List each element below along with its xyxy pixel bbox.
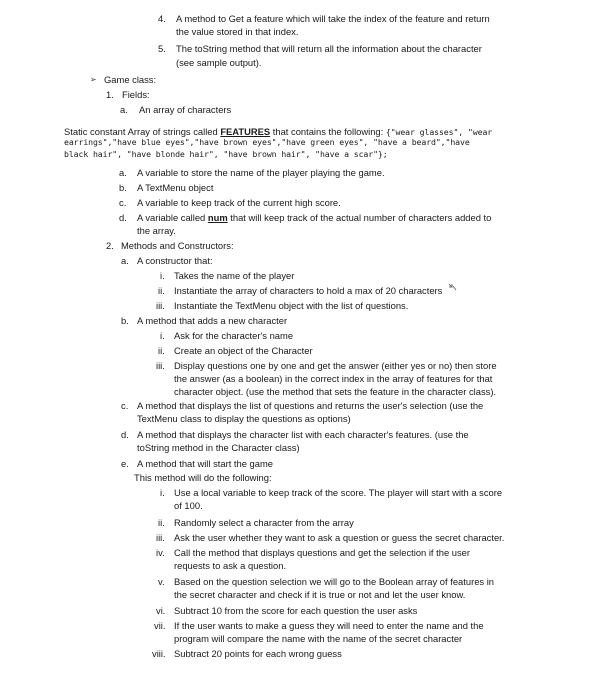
sub-text: of 100. xyxy=(174,500,203,511)
method-marker: a. xyxy=(121,255,129,266)
method-marker: e. xyxy=(121,458,129,469)
sub-text: Ask for the character's name xyxy=(174,330,294,341)
sub-text: Instantiate the array of characters to hold a max of 20 characters xyxy=(174,285,443,296)
item-text-line: A method to Get a feature which will take the index of the feature and return xyxy=(176,13,490,24)
method-title: A constructor that: xyxy=(137,255,213,266)
sub-marker: iv. xyxy=(156,547,165,558)
sub-text: Takes the name of the player xyxy=(174,270,295,281)
features-keyword: FEATURES xyxy=(220,126,271,137)
fields-marker: 1. xyxy=(106,89,114,100)
sub-marker: ii. xyxy=(158,345,165,356)
fields-label: Fields: xyxy=(122,89,150,100)
sub-text: requests to ask a question. xyxy=(174,560,287,571)
field-text-pre: A variable called xyxy=(137,212,208,223)
method-text: A method that displays the list of questions and returns the user's selection (use the xyxy=(137,400,484,411)
code-line-3: black hair", "have blonde hair", "have brown hair", "have a scar"}; xyxy=(64,149,388,159)
static-middle: that contains the following: xyxy=(270,126,386,137)
method-marker: b. xyxy=(121,315,129,326)
sub-marker: i. xyxy=(160,270,165,281)
sub-text: Subtract 20 points for each wrong guess xyxy=(174,648,342,659)
sub-marker: ii. xyxy=(158,285,165,296)
sub-text: Ask the user whether they want to ask a question or guess the secret character. xyxy=(174,532,505,543)
item-text-line: The toString method that will return all the information about the character xyxy=(176,43,482,54)
item-text-line: (see sample output). xyxy=(176,57,262,68)
field-marker: b. xyxy=(119,182,127,193)
method-title: A method that will start the game xyxy=(137,458,274,469)
sub-text: Subtract 10 from the score for each question the user asks xyxy=(174,605,418,616)
sub-marker: vi. xyxy=(156,605,166,616)
code-text: {"wear glasses", "wear xyxy=(385,127,493,137)
field-marker: a. xyxy=(119,167,127,178)
method-text: TextMenu class to display the questions as options) xyxy=(137,413,351,424)
sub-marker: iii. xyxy=(156,300,165,311)
sub-text: Use a local variable to keep track of the score. The player will start with a score xyxy=(174,487,503,498)
method-title: A method that adds a new character xyxy=(137,315,288,326)
method-text: toString method in the Character class) xyxy=(137,442,300,453)
sub-text: character object. (use the method that sets the feature in the character class). xyxy=(174,386,497,397)
field-text xyxy=(137,212,491,223)
method-marker: c. xyxy=(121,400,129,411)
method-intro: This method will do the following: xyxy=(134,472,272,483)
sub-text: Instantiate the TextMenu object with the list of questions. xyxy=(174,300,409,311)
item-marker: 4. xyxy=(158,13,166,24)
sub-text: If the user wants to make a guess they will need to enter the name and the xyxy=(174,620,484,631)
field-text: A TextMenu object xyxy=(137,182,214,193)
array-text: An array of characters xyxy=(139,104,232,115)
methods-marker: 2. xyxy=(106,240,114,251)
mouse-cursor-icon xyxy=(448,283,457,291)
methods-title: Methods and Constructors: xyxy=(121,240,234,251)
field-text: the array. xyxy=(137,225,176,236)
static-prefix: Static constant Array of strings called xyxy=(64,126,221,137)
sub-text: Display questions one by one and get the answer (either yes or no) then store xyxy=(174,360,497,371)
method-marker: d. xyxy=(121,429,129,440)
num-keyword: num xyxy=(207,212,228,223)
sub-text: Call the method that displays questions and get the selection if the user xyxy=(174,547,471,558)
sub-text: program will compare the name with the name of the secret character xyxy=(174,633,463,644)
sub-marker: ii. xyxy=(158,517,165,528)
sub-text: Create an object of the Character xyxy=(174,345,313,356)
sub-text: the secret character and check if it is true or not and let the user know. xyxy=(174,589,466,600)
field-text-post: that will keep track of the actual number of characters added to xyxy=(227,212,492,223)
sub-text: Randomly select a character from the array xyxy=(174,517,354,528)
field-text: A variable to store the name of the player playing the game. xyxy=(137,167,385,178)
code-line-2: earrings","have blue eyes","have brown eyes","have green eyes", "have a beard","have xyxy=(64,137,470,147)
sub-marker: vii. xyxy=(154,620,166,631)
sub-text: Based on the question selection we will go to the Boolean array of features in xyxy=(174,576,494,587)
sub-marker: i. xyxy=(160,330,165,341)
sub-marker: iii. xyxy=(156,360,165,371)
method-text: A method that displays the character list with each character's features. (use the xyxy=(137,429,469,440)
item-text-line: the value stored in that index. xyxy=(176,26,299,37)
sub-marker: iii. xyxy=(156,532,165,543)
sub-text: the answer (as a boolean) in the correct index in the array of features for that xyxy=(174,373,493,384)
field-marker: c. xyxy=(119,197,127,208)
field-marker: d. xyxy=(119,212,127,223)
array-marker: a. xyxy=(120,104,128,115)
arrow-bullet-icon: ➢ xyxy=(90,75,97,84)
item-marker: 5. xyxy=(158,43,166,54)
sub-marker: i. xyxy=(160,487,165,498)
section-title: Game class: xyxy=(104,74,157,85)
sub-marker: viii. xyxy=(152,648,166,659)
sub-marker: v. xyxy=(158,576,165,587)
field-text: A variable to keep track of the current high score. xyxy=(137,197,341,208)
